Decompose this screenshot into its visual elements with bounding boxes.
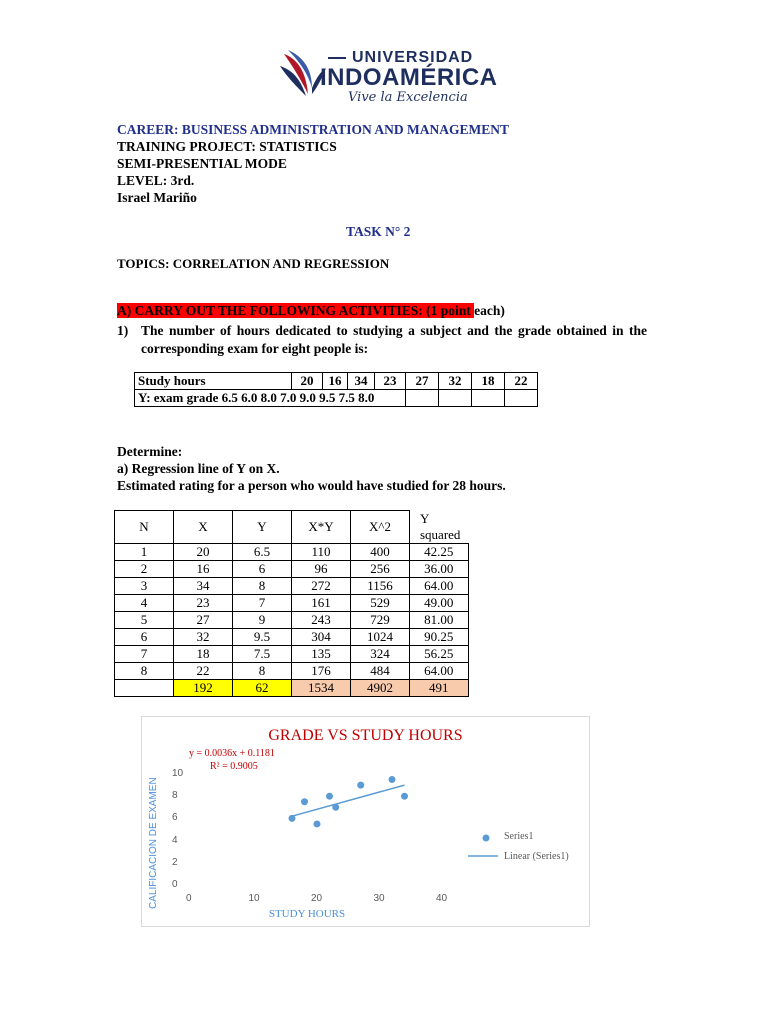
question-text: The number of hours dedicated to studying a subject and the grade obtained in the corresponding exam for eight people is:: [141, 323, 647, 356]
table-cell: 529: [351, 594, 410, 611]
header-cell: X^2: [351, 511, 410, 544]
topics-line: TOPICS: CORRELATION AND REGRESSION: [117, 256, 390, 271]
table-cell: 110: [292, 543, 351, 560]
table-cell: 8: [233, 577, 292, 594]
table-cell: 6: [115, 628, 174, 645]
trendline-equation: y = 0.0036x + 0.1181: [189, 748, 275, 759]
table-cell: [472, 390, 505, 407]
table-cell: 1024: [351, 628, 410, 645]
table-cell: 256: [351, 560, 410, 577]
table-cell: 64.00: [410, 577, 469, 594]
legend-linear: Linear (Series1): [504, 851, 569, 862]
y-tick-label: 2: [172, 856, 178, 868]
chart-title: GRADE VS STUDY HOURS: [268, 727, 463, 744]
level-line: LEVEL: 3rd.: [117, 173, 195, 188]
table-cell: 56.25: [410, 645, 469, 662]
table-cell: 18: [472, 373, 505, 390]
header-cell: Y squared: [410, 511, 469, 544]
table-cell: 6.5: [233, 543, 292, 560]
total-cell: 491: [410, 679, 469, 696]
plot-area: [142, 717, 589, 926]
table-cell: 49.00: [410, 594, 469, 611]
data-point: [401, 793, 408, 800]
logo-university-text: UNIVERSIDAD: [328, 49, 473, 67]
table-cell: 6: [233, 560, 292, 577]
data-table: [134, 372, 538, 407]
table-cell: 5: [115, 611, 174, 628]
header-cell: X*Y: [292, 511, 351, 544]
table-cell: 1156: [351, 577, 410, 594]
total-cell: 62: [233, 679, 292, 696]
table-cell: 34: [174, 577, 233, 594]
table-cell: 16: [174, 560, 233, 577]
table-cell: 18: [174, 645, 233, 662]
table-cell: 42.25: [410, 543, 469, 560]
trendline: [292, 785, 405, 816]
y-tick-label: 8: [172, 790, 178, 802]
table-row: [115, 628, 469, 645]
table-cell: 2: [115, 560, 174, 577]
table-cell: 3: [115, 577, 174, 594]
table-cell: 7: [115, 645, 174, 662]
determine-block: [117, 443, 506, 494]
y-tick-label: 10: [172, 768, 184, 779]
scatter-chart: [141, 716, 590, 927]
table-cell: 27: [406, 373, 439, 390]
table-row: [115, 560, 469, 577]
table-cell: 22: [174, 662, 233, 679]
table-row: [115, 543, 469, 560]
question-1: [117, 322, 647, 357]
x-tick-label: 40: [436, 893, 448, 904]
row-label: Y: exam grade 6.5 6.0 8.0 7.0 9.0 9.5 7.5 8.0: [135, 390, 406, 407]
r-squared-label: R² = 0.9005: [210, 761, 258, 772]
y-tick-label: 0: [172, 879, 178, 890]
logo-name-text: INDOAMÉRICA: [320, 64, 498, 91]
university-logo: [278, 44, 508, 108]
legend-line-icon: [468, 851, 498, 861]
data-point: [289, 815, 296, 822]
total-cell: 4902: [351, 679, 410, 696]
table-row: [115, 662, 469, 679]
table-cell: 176: [292, 662, 351, 679]
table-cell: 272: [292, 577, 351, 594]
table-cell: 7.5: [233, 645, 292, 662]
table-cell: 729: [351, 611, 410, 628]
data-point: [389, 776, 396, 783]
table-row: [135, 373, 538, 390]
table-cell: 36.00: [410, 560, 469, 577]
table-row: [115, 611, 469, 628]
data-point: [332, 804, 339, 811]
author-line: Israel Mariño: [117, 190, 197, 205]
x-tick-label: 10: [248, 893, 260, 904]
data-point: [326, 793, 333, 800]
x-axis-title: STUDY HOURS: [268, 908, 346, 920]
table-cell: 243: [292, 611, 351, 628]
table-cell: 64.00: [410, 662, 469, 679]
table-cell: 8: [233, 662, 292, 679]
table-cell: 20: [292, 373, 323, 390]
legend-series1: Series1: [504, 831, 534, 842]
table-cell: 304: [292, 628, 351, 645]
table-cell: 96: [292, 560, 351, 577]
table-cell: 161: [292, 594, 351, 611]
logo-slogan: Vive la Excelencia: [348, 90, 468, 105]
data-point: [301, 798, 308, 805]
table-cell: [505, 390, 538, 407]
table-row: [115, 645, 469, 662]
project-line: TRAINING PROJECT: STATISTICS: [117, 139, 337, 154]
table-cell: 34: [348, 373, 375, 390]
total-cell: [115, 679, 174, 696]
section-a-highlight: A) CARRY OUT THE FOLLOWING ACTIVITIES: (1 point: [117, 303, 475, 318]
table-cell: 32: [174, 628, 233, 645]
table-cell: 90.25: [410, 628, 469, 645]
x-tick-label: 20: [311, 893, 323, 904]
legend-marker-icon: [479, 831, 493, 845]
table-cell: 16: [323, 373, 348, 390]
table-cell: 135: [292, 645, 351, 662]
table-cell: 400: [351, 543, 410, 560]
table-cell: 8: [115, 662, 174, 679]
table-cell: 1: [115, 543, 174, 560]
table-cell: [439, 390, 472, 407]
table-cell: 32: [439, 373, 472, 390]
y-tick-label: 6: [172, 812, 178, 824]
section-a-rest: each): [474, 303, 505, 318]
table-cell: 27: [174, 611, 233, 628]
table-cell: 23: [375, 373, 406, 390]
header-cell: X: [174, 511, 233, 544]
total-cell: 192: [174, 679, 233, 696]
row-label: Study hours: [135, 373, 292, 390]
table-cell: 9.5: [233, 628, 292, 645]
header-row: [115, 511, 469, 544]
career-line: CAREER: BUSINESS ADMINISTRATION AND MANAGEMENT: [117, 122, 510, 137]
table-cell: 22: [505, 373, 538, 390]
y-axis-title: CALIFICACION DE EXAMEN: [148, 777, 159, 909]
data-point: [314, 820, 321, 827]
table-cell: 9: [233, 611, 292, 628]
table-cell: 81.00: [410, 611, 469, 628]
total-cell: 1534: [292, 679, 351, 696]
calculation-table: [114, 510, 469, 697]
header-cell: N: [115, 511, 174, 544]
table-cell: 324: [351, 645, 410, 662]
mode-line: SEMI-PRESENTIAL MODE: [117, 156, 287, 171]
table-row: [115, 577, 469, 594]
determine-b: Estimated rating for a person who would have studied for 28 hours.: [117, 478, 506, 493]
determine-title: Determine:: [117, 444, 183, 459]
x-tick-label: 0: [186, 893, 192, 904]
table-cell: 484: [351, 662, 410, 679]
task-title: TASK N° 2: [346, 224, 411, 239]
table-cell: 7: [233, 594, 292, 611]
table-cell: 23: [174, 594, 233, 611]
y-tick-label: 4: [172, 834, 178, 846]
totals-row: [115, 679, 469, 696]
table-cell: [406, 390, 439, 407]
table-cell: 20: [174, 543, 233, 560]
table-cell: 4: [115, 594, 174, 611]
x-tick-label: 30: [373, 893, 385, 904]
data-point: [357, 782, 364, 789]
header-cell: Y: [233, 511, 292, 544]
question-number: 1): [117, 323, 129, 338]
table-row: [115, 594, 469, 611]
determine-a: a) Regression line of Y on X.: [117, 461, 280, 476]
table-row: [135, 390, 538, 407]
section-a-heading: [117, 303, 505, 319]
